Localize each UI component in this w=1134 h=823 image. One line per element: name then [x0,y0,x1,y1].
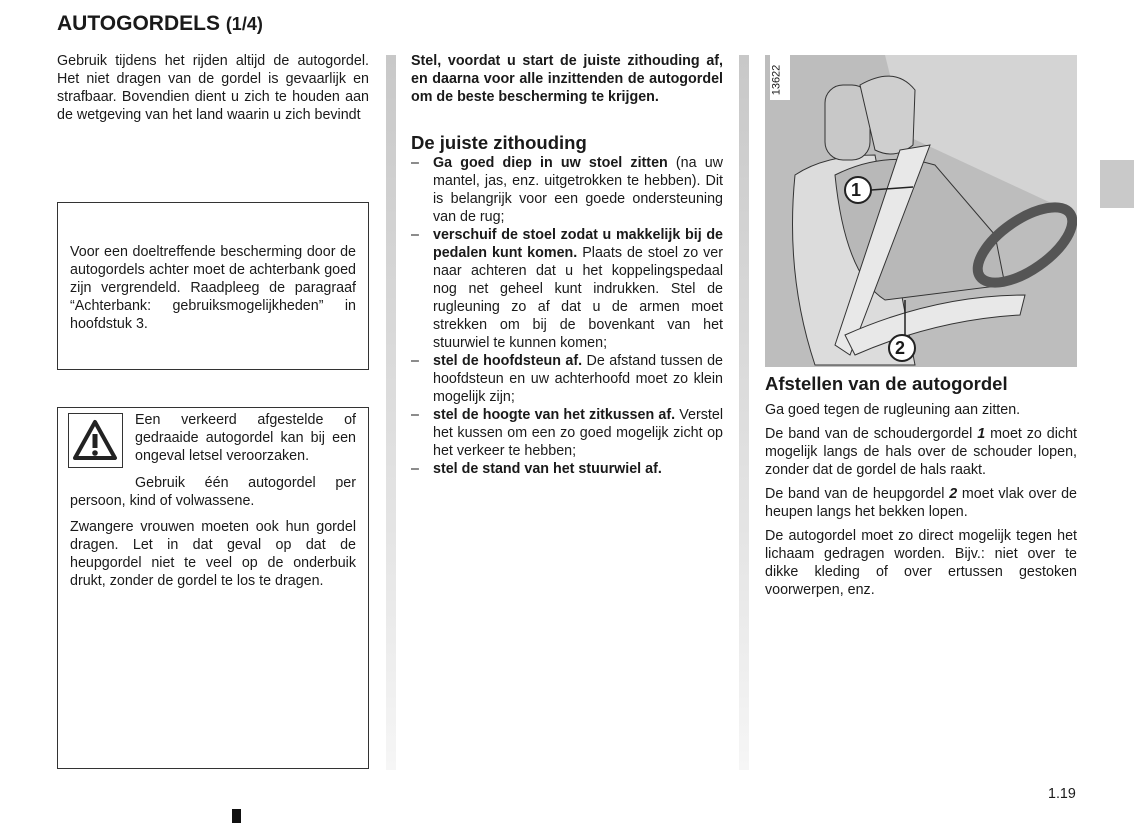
right-column: Afstellen van de autogordel Ga goed tegen de rugleuning aan zitten. De band van de schoudergordel 1 moet zo dicht mogelijk langs de hals over de schouder lopen, zonder dat de gordel de hals raakt. De band van de heupgordel 2 moet vlak over de heupen langs het bekken lopen. De autogordel moet zo direct mogelijk tegen het lichaam gedragen worden. Bijv.: niet over te dikke kleding of over ertussen gestoken voorwerpen, enz. [765,373,1078,598]
section-heading: Afstellen van de autogordel [765,373,1008,394]
figure-id: 13622 [770,64,783,96]
seatbelt-illustration [765,55,1077,367]
warning-icon [68,413,123,468]
posture-list [411,154,723,478]
list-item: – stel de hoofdsteun af. De afstand tussen de hoofdsteun en uw achterhoofd moet zo klein mogelijk zijn; [411,352,723,406]
chapter-tab [1100,160,1134,208]
column-divider [739,55,749,770]
page-number: 1.19 [1048,786,1076,802]
note-box: Voor een doeltreffende bescherming door de autogordels achter moet de achterbank goed zijn vergrendeld. Raadpleeg de paragraaf “Achterbank: gebruiksmogelijkheden” in hoofdstuk 3. [57,202,369,370]
list-item: – stel de stand van het stuurwiel af. [411,460,723,478]
callout-2: 2 [895,338,906,358]
callout-1: 1 [851,180,862,200]
left-intro: Gebruik tijdens het rijden altijd de autogordel. Het niet dragen van de gordel is gevaarlijk en strafbaar. Bovendien dient u zich te houden aan de wetgeving van het land waarin u zich bevindt [57,53,369,123]
section-heading: De juiste zithouding [411,132,587,153]
list-item: – Ga goed diep in uw stoel zitten (na uw mantel, jas, enz. uitgetrokken te hebben). Dit is belangrijk voor een goede ondersteuning van de rug; [411,154,723,226]
warning-box: Een verkeerd afgestelde of gedraaide autogordel kan bij een ongeval letsel veroorzaken. Gebruik één autogordel per persoon, kind of volwassene. Zwangere vrouwen moeten ook hun gordel dragen. Let in dat geval op dat de heupgordel niet te veel op de onderbuik drukt, zonder de gordel te los te dragen. [57,407,369,769]
page-title: AUTOGORDELS (1/4) [57,12,263,35]
print-mark [232,809,241,823]
list-item: – verschuif de stoel zodat u makkelijk bij de pedalen kunt komen. Plaats de stoel zo ver naar achteren dat u het koppelingspedaal nog net geheel kunt indrukken. Stel de rugleuning zo af dat u de armen moet strekken om bij de bovenkant van het stuurwiel te kunnen komen; [411,226,723,352]
column-divider [386,55,396,770]
middle-column: Stel, voordat u start de juiste zithouding af, en daarna voor alle inzittenden de autogordel om de beste bescherming te krijgen. De juiste zithouding – Ga goed diep in uw stoel zitten (na uw mantel, jas, enz. uitgetrokken te hebben). Dit is belangrijk voor een goede ondersteuning van de rug; – verschuif de stoel zodat u makkelijk bij de pedalen kunt komen. Plaats de stoel zo ver naar achteren dat u het koppelingspedaal nog net geheel kunt indrukken. Stel de rugleuning zo af dat u de armen moet strekken om bij de bovenkant van het stuurwiel te kunnen komen; – stel de hoofdsteun af. De afstand tussen de hoofdsteun en uw achterhoofd moet zo klein mogelijk zijn; – stel de hoogte van het zitkussen af. Verstel het kussen om een zo goed mogelijk zicht op het verkeer te hebben; – stel de stand van het stuurwiel af. [411,52,723,478]
list-item: – stel de hoogte van het zitkussen af. Verstel het kussen om een zo goed mogelijk zicht op het verkeer te hebben; [411,406,723,460]
